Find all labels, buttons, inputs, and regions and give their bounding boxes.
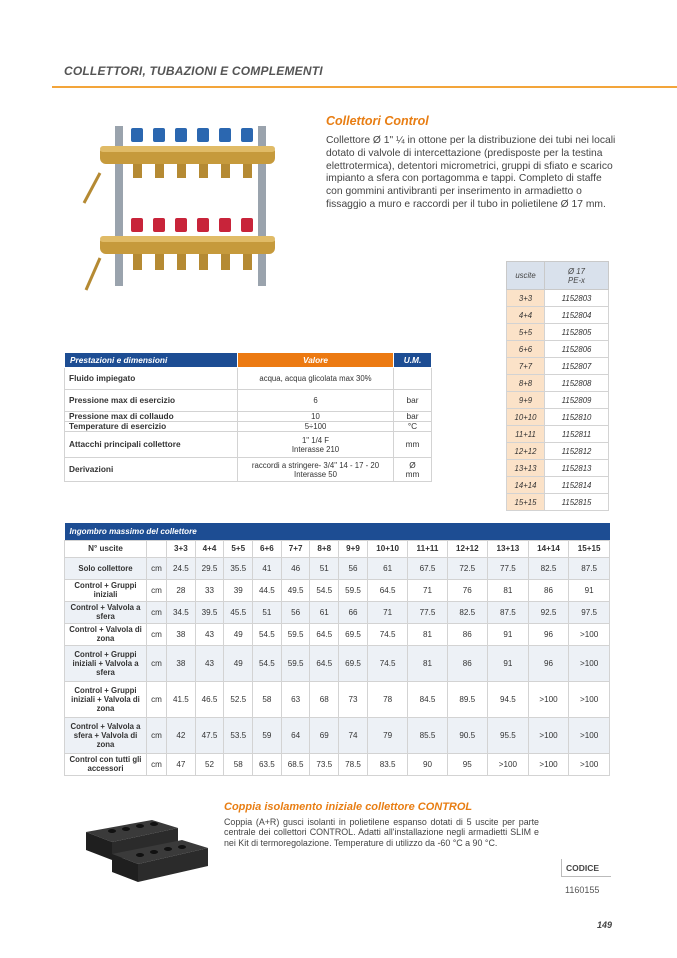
dims-row — [65, 557, 610, 579]
section-title: COLLETTORI, TUBAZIONI E COMPLEMENTI — [64, 64, 323, 78]
code-table-outputs: 3+3 — [507, 290, 545, 307]
dims-column-header: 7+7 — [281, 540, 310, 557]
dims-row — [65, 579, 610, 601]
perf-value: raccordi a stringere- 3/4" 14 - 17 - 20 Interasse 50 — [238, 458, 394, 482]
perf-header-unit: U.M. — [394, 353, 432, 368]
dims-cell: 95.5 — [488, 717, 529, 753]
dims-cell: 54.5 — [253, 645, 282, 681]
dims-cell: 49 — [224, 645, 253, 681]
dims-col-label: N° uscite — [65, 540, 147, 557]
perf-row — [65, 422, 432, 432]
dims-column-header: 4+4 — [195, 540, 224, 557]
code-table-row — [507, 375, 609, 392]
dims-cell: 58 — [224, 753, 253, 775]
dims-cell: 69 — [310, 717, 339, 753]
code-table-row — [507, 477, 609, 494]
accessory-description: Coppia (A+R) gusci isolanti in polietilene espanso dotati di 5 uscite per parte centrale dei collettori CONTROL. Adatti all'installazione negli armadietti SLIM e nei Kit di termoregolazione. Temperature di utilizzo da -60 °C a 90 °C. — [224, 817, 539, 848]
dims-row — [65, 681, 610, 717]
dims-cell: 90 — [408, 753, 447, 775]
code-table-code: 1152813 — [545, 460, 609, 477]
dims-cell: 54.5 — [310, 579, 339, 601]
dims-cell: 74 — [339, 717, 368, 753]
code-table-code: 1152803 — [545, 290, 609, 307]
dims-cell: 52.5 — [224, 681, 253, 717]
dims-column-header: 6+6 — [253, 540, 282, 557]
code-table-code: 1152810 — [545, 409, 609, 426]
dims-header-row — [65, 540, 610, 557]
perf-header-value: Valore — [238, 353, 394, 368]
dims-column-header: 5+5 — [224, 540, 253, 557]
dims-cell: 35.5 — [224, 557, 253, 579]
dims-cell: 95 — [447, 753, 488, 775]
dims-cell: >100 — [569, 681, 610, 717]
code-table-outputs: 5+5 — [507, 324, 545, 341]
dims-cell: 63.5 — [253, 753, 282, 775]
dims-row-label: Control + Gruppi iniziali — [65, 579, 147, 601]
dims-cell: 47 — [167, 753, 196, 775]
dims-cell: >100 — [569, 645, 610, 681]
code-table-header-code: Ø 17 PE-x — [545, 262, 609, 290]
code-table-code: 1152806 — [545, 341, 609, 358]
dims-cell: 53.5 — [224, 717, 253, 753]
code-table-row — [507, 409, 609, 426]
dims-cell: 69.5 — [339, 645, 368, 681]
code-value: 1160155 — [565, 885, 600, 895]
dims-row — [65, 645, 610, 681]
code-table-outputs: 6+6 — [507, 341, 545, 358]
dims-cell: 69.5 — [339, 623, 368, 645]
dims-cell: 74.5 — [367, 623, 408, 645]
code-table-outputs: 4+4 — [507, 307, 545, 324]
code-table-row — [507, 392, 609, 409]
dims-cell: 68 — [310, 681, 339, 717]
dims-cell: 64.5 — [367, 579, 408, 601]
dims-row-unit: cm — [147, 681, 167, 717]
dims-cell: 68.5 — [281, 753, 310, 775]
dims-cell: 71 — [367, 601, 408, 623]
dims-cell: 96 — [528, 645, 569, 681]
code-table-code: 1152815 — [545, 494, 609, 511]
page-number: 149 — [597, 920, 613, 930]
code-table-outputs: 13+13 — [507, 460, 545, 477]
dims-cell: 84.5 — [408, 681, 447, 717]
perf-row — [65, 412, 432, 422]
code-table-code: 1152804 — [545, 307, 609, 324]
code-table-row — [507, 358, 609, 375]
product-description: Collettore Ø 1" ¼ in ottone per la distribuzione dei tubi nei locali dotato di valvole di intercettazione (predisposte per la testina elettrotermica), detentori micrometrici, gruppi di sfiato e scarico impianto a sfera con portagomma e tappi. Completo di staffe con gommini antivibranti per inserimento in armadietto o fissaggio a muro e raccordi per il tubo in polietilene Ø 17 mm. — [326, 135, 616, 210]
perf-row — [65, 432, 432, 458]
perf-unit — [394, 368, 432, 390]
dims-row-unit: cm — [147, 717, 167, 753]
dims-cell: 86 — [447, 645, 488, 681]
dims-cell: 77.5 — [488, 557, 529, 579]
dims-row-unit: cm — [147, 557, 167, 579]
dims-cell: 52 — [195, 753, 224, 775]
dims-cell: 59.5 — [339, 579, 368, 601]
dims-cell: 89.5 — [447, 681, 488, 717]
dims-cell: 90.5 — [447, 717, 488, 753]
dims-row — [65, 623, 610, 645]
dims-cell: >100 — [488, 753, 529, 775]
dims-cell: 81 — [408, 623, 447, 645]
dims-unit-header — [147, 540, 167, 557]
code-table-outputs: 15+15 — [507, 494, 545, 511]
perf-label: Temperature di esercizio — [65, 422, 238, 432]
dims-row-label: Solo collettore — [65, 557, 147, 579]
dims-cell: 41.5 — [167, 681, 196, 717]
code-table-code: 1152814 — [545, 477, 609, 494]
code-table-code: 1152808 — [545, 375, 609, 392]
perf-unit: Ø mm — [394, 458, 432, 482]
dims-cell: 64 — [281, 717, 310, 753]
dims-cell: 87.5 — [488, 601, 529, 623]
dims-cell: >100 — [569, 717, 610, 753]
dims-cell: 97.5 — [569, 601, 610, 623]
accessory-code-box — [561, 859, 611, 895]
dims-row-label: Control + Valvola a sfera + Valvola di zona — [65, 717, 147, 753]
dims-cell: 39 — [224, 579, 253, 601]
dims-column-header: 10+10 — [367, 540, 408, 557]
dims-cell: >100 — [528, 753, 569, 775]
dims-row-label: Control + Valvola di zona — [65, 623, 147, 645]
dims-cell: 71 — [408, 579, 447, 601]
code-table-outputs: 12+12 — [507, 443, 545, 460]
dims-cell: 78.5 — [339, 753, 368, 775]
dims-row-unit: cm — [147, 753, 167, 775]
perf-unit: bar — [394, 390, 432, 412]
dims-cell: 33 — [195, 579, 224, 601]
code-table-code: 1152812 — [545, 443, 609, 460]
dims-cell: 82.5 — [528, 557, 569, 579]
dims-cell: 38 — [167, 623, 196, 645]
dims-cell: 61 — [310, 601, 339, 623]
code-table-row — [507, 494, 609, 511]
dims-cell: 56 — [281, 601, 310, 623]
perf-label: Pressione max di collaudo — [65, 412, 238, 422]
perf-value: 1" 1/4 F Interasse 210 — [238, 432, 394, 458]
product-title: Collettori Control — [326, 114, 429, 128]
dims-cell: 61 — [367, 557, 408, 579]
code-table-outputs: 11+11 — [507, 426, 545, 443]
dims-cell: 85.5 — [408, 717, 447, 753]
perf-value: acqua, acqua glicolata max 30% — [238, 368, 394, 390]
dims-cell: 59.5 — [281, 623, 310, 645]
code-table — [506, 261, 609, 511]
dims-cell: 96 — [528, 623, 569, 645]
perf-label: Derivazioni — [65, 458, 238, 482]
perf-label: Fluido impiegato — [65, 368, 238, 390]
dims-row-unit: cm — [147, 623, 167, 645]
dims-cell: 42 — [167, 717, 196, 753]
dims-row — [65, 717, 610, 753]
dims-row-unit: cm — [147, 579, 167, 601]
dims-row-label: Control + Gruppi iniziali + Valvola di zona — [65, 681, 147, 717]
dims-row-unit: cm — [147, 601, 167, 623]
dims-row-label: Control + Valvola a sfera — [65, 601, 147, 623]
dims-cell: 24.5 — [167, 557, 196, 579]
dims-column-header: 3+3 — [167, 540, 196, 557]
dims-cell: 44.5 — [253, 579, 282, 601]
dims-cell: 59.5 — [281, 645, 310, 681]
perf-row — [65, 368, 432, 390]
code-table-row — [507, 443, 609, 460]
dims-cell: >100 — [569, 623, 610, 645]
dims-column-header: 12+12 — [447, 540, 488, 557]
dims-cell: 34.5 — [167, 601, 196, 623]
dims-cell: 77.5 — [408, 601, 447, 623]
code-table-row — [507, 460, 609, 477]
manifold-image — [78, 118, 278, 303]
dims-cell: 91 — [569, 579, 610, 601]
dims-cell: 92.5 — [528, 601, 569, 623]
dims-row — [65, 601, 610, 623]
dims-column-header: 8+8 — [310, 540, 339, 557]
dims-cell: 94.5 — [488, 681, 529, 717]
dims-cell: >100 — [528, 681, 569, 717]
dims-cell: 38 — [167, 645, 196, 681]
insulation-image — [82, 812, 212, 888]
perf-label: Attacchi principali collettore — [65, 432, 238, 458]
dims-cell: 91 — [488, 645, 529, 681]
dims-cell: 86 — [528, 579, 569, 601]
code-table-row — [507, 290, 609, 307]
dims-cell: 79 — [367, 717, 408, 753]
dimensions-table — [64, 523, 610, 776]
dims-cell: 49.5 — [281, 579, 310, 601]
code-table-header-outputs: uscite — [507, 262, 545, 290]
dims-cell: 74.5 — [367, 645, 408, 681]
dims-column-header: 15+15 — [569, 540, 610, 557]
code-table-code: 1152807 — [545, 358, 609, 375]
dims-cell: 59 — [253, 717, 282, 753]
dims-cell: 73 — [339, 681, 368, 717]
dims-cell: 56 — [339, 557, 368, 579]
perf-row — [65, 390, 432, 412]
dims-cell: 43 — [195, 623, 224, 645]
dims-cell: 72.5 — [447, 557, 488, 579]
section-divider — [52, 86, 677, 88]
code-table-outputs: 8+8 — [507, 375, 545, 392]
dims-column-header: 11+11 — [408, 540, 447, 557]
perf-unit: mm — [394, 432, 432, 458]
dims-cell: 51 — [310, 557, 339, 579]
performance-table — [64, 352, 432, 482]
code-table-code: 1152809 — [545, 392, 609, 409]
dims-cell: 49 — [224, 623, 253, 645]
dims-cell: 41 — [253, 557, 282, 579]
dims-row-label: Control con tutti gli accessori — [65, 753, 147, 775]
code-table-row — [507, 324, 609, 341]
code-table-row — [507, 341, 609, 358]
dims-cell: 51 — [253, 601, 282, 623]
dims-cell: >100 — [569, 753, 610, 775]
code-table-row — [507, 426, 609, 443]
dims-cell: 28 — [167, 579, 196, 601]
dims-cell: 87.5 — [569, 557, 610, 579]
dims-cell: 67.5 — [408, 557, 447, 579]
code-label: CODICE — [561, 859, 611, 877]
dims-cell: 73.5 — [310, 753, 339, 775]
dims-cell: 91 — [488, 623, 529, 645]
perf-row — [65, 458, 432, 482]
code-table-outputs: 10+10 — [507, 409, 545, 426]
perf-unit: bar — [394, 412, 432, 422]
dims-cell: >100 — [528, 717, 569, 753]
dims-cell: 63 — [281, 681, 310, 717]
dims-cell: 43 — [195, 645, 224, 681]
dims-cell: 86 — [447, 623, 488, 645]
perf-unit: °C — [394, 422, 432, 432]
dims-cell: 39.5 — [195, 601, 224, 623]
dims-cell: 64.5 — [310, 645, 339, 681]
dims-cell: 78 — [367, 681, 408, 717]
dims-cell: 47.5 — [195, 717, 224, 753]
dims-cell: 82.5 — [447, 601, 488, 623]
code-table-outputs: 14+14 — [507, 477, 545, 494]
dims-cell: 54.5 — [253, 623, 282, 645]
dims-cell: 81 — [488, 579, 529, 601]
dims-cell: 83.5 — [367, 753, 408, 775]
dims-row-label: Control + Gruppi iniziali + Valvola a sfera — [65, 645, 147, 681]
dims-cell: 45.5 — [224, 601, 253, 623]
dims-cell: 66 — [339, 601, 368, 623]
perf-header-label: Prestazioni e dimensioni — [65, 353, 238, 368]
accessory-title: Coppia isolamento iniziale collettore CONTROL — [224, 801, 473, 813]
code-table-row — [507, 307, 609, 324]
code-table-code: 1152805 — [545, 324, 609, 341]
dims-cell: 46 — [281, 557, 310, 579]
dims-column-header: 14+14 — [528, 540, 569, 557]
dims-cell: 46.5 — [195, 681, 224, 717]
code-table-outputs: 7+7 — [507, 358, 545, 375]
dims-cell: 58 — [253, 681, 282, 717]
perf-value: 5÷100 — [238, 422, 394, 432]
dims-title: Ingombro massimo del collettore — [65, 523, 610, 540]
dims-row — [65, 753, 610, 775]
dims-cell: 81 — [408, 645, 447, 681]
dims-cell: 64.5 — [310, 623, 339, 645]
dims-row-unit: cm — [147, 645, 167, 681]
perf-value: 10 — [238, 412, 394, 422]
dims-cell: 29.5 — [195, 557, 224, 579]
dims-column-header: 9+9 — [339, 540, 368, 557]
code-table-outputs: 9+9 — [507, 392, 545, 409]
perf-label: Pressione max di esercizio — [65, 390, 238, 412]
perf-value: 6 — [238, 390, 394, 412]
dims-column-header: 13+13 — [488, 540, 529, 557]
code-table-code: 1152811 — [545, 426, 609, 443]
dims-cell: 76 — [447, 579, 488, 601]
